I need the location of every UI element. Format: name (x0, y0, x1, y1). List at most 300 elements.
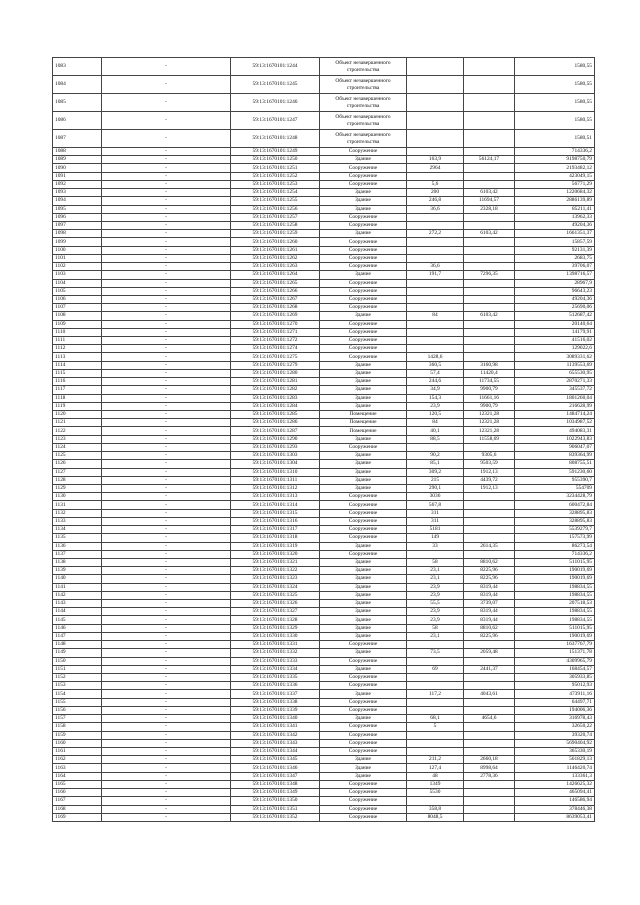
registry-number-cell: - (102, 295, 231, 303)
specific-value-cell: 11420,4 (464, 369, 515, 377)
cadastral-value-cell: 1637767,79 (515, 641, 595, 649)
object-type-cell: Здание (320, 197, 407, 205)
area-cell (407, 221, 464, 229)
registry-number-cell: - (102, 419, 231, 427)
cadastral-value-cell: 25690,06 (515, 304, 595, 312)
table-row (53, 756, 595, 764)
cadastral-number-cell: 59:13:1670101:1350 (231, 797, 320, 805)
registry-number-cell: - (102, 328, 231, 336)
row-number-cell: 1129 (53, 484, 102, 492)
cadastral-number-cell: 59:13:1670101:1290 (231, 435, 320, 443)
registry-number-cell: - (102, 756, 231, 764)
specific-value-cell (464, 739, 515, 747)
registry-number-cell: - (102, 361, 231, 369)
cadastral-value-cell: 2886139,89 (515, 197, 595, 205)
object-type-cell: Сооружение (320, 739, 407, 747)
row-number-cell: 1101 (53, 254, 102, 262)
registry-number-cell: - (102, 780, 231, 788)
row-number-cell: 1150 (53, 657, 102, 665)
object-type-cell: Здание (320, 189, 407, 197)
table-row (53, 94, 595, 112)
registry-number-cell: - (102, 715, 231, 723)
row-number-cell: 1166 (53, 789, 102, 797)
row-number-cell: 1159 (53, 731, 102, 739)
registry-number-cell: - (102, 460, 231, 468)
registry-number-cell: - (102, 353, 231, 361)
cadastral-value-cell: 85211,41 (515, 205, 595, 213)
object-type-cell: Сооружение (320, 180, 407, 188)
cadastral-number-cell: 59:13:1670101:1304 (231, 460, 320, 468)
cadastral-number-cell: 59:13:1670101:1247 (231, 112, 320, 130)
object-type-cell: Сооружение (320, 246, 407, 254)
object-type-cell: Сооружение (320, 238, 407, 246)
cadastral-number-cell: 59:13:1670101:1266 (231, 287, 320, 295)
cadastral-value-cell: 190019,69 (515, 567, 595, 575)
cadastral-number-cell: 59:13:1670101:1265 (231, 279, 320, 287)
area-cell: 246,8 (407, 197, 464, 205)
registry-number-cell: - (102, 509, 231, 517)
specific-value-cell (464, 747, 515, 755)
specific-value-cell (464, 337, 515, 345)
row-number-cell: 1158 (53, 723, 102, 731)
cadastral-number-cell: 59:13:1670101:1341 (231, 723, 320, 731)
table-row (53, 682, 595, 690)
row-number-cell: 1093 (53, 189, 102, 197)
specific-value-cell: 8319,44 (464, 591, 515, 599)
registry-number-cell: - (102, 427, 231, 435)
table-row (53, 715, 595, 723)
table-row (53, 534, 595, 542)
table-row (53, 435, 595, 443)
cadastral-value-cell: 808755,51 (515, 460, 595, 468)
specific-value-cell: 3160,98 (464, 361, 515, 369)
cadastral-value-cell: 5539279,7 (515, 526, 595, 534)
area-cell (407, 337, 464, 345)
registry-number-cell: - (102, 682, 231, 690)
area-cell (407, 172, 464, 180)
table-row (53, 205, 595, 213)
cadastral-value-cell: 20140,64 (515, 320, 595, 328)
cadastral-value-cell: 1661351,37 (515, 230, 595, 238)
cadastral-number-cell: 59:13:1670101:1352 (231, 813, 320, 821)
table-row (53, 279, 595, 287)
specific-value-cell (464, 657, 515, 665)
registry-number-cell: - (102, 674, 231, 682)
object-type-cell: Здание (320, 271, 407, 279)
registry-number-cell: - (102, 189, 231, 197)
cadastral-number-cell: 59:13:1670101:1343 (231, 739, 320, 747)
table-row (53, 526, 595, 534)
area-cell: 360,5 (407, 361, 464, 369)
cadastral-number-cell: 59:13:1670101:1264 (231, 271, 320, 279)
registry-number-cell: - (102, 805, 231, 813)
cadastral-number-cell: 59:13:1670101:1256 (231, 205, 320, 213)
cadastral-number-cell: 59:13:1670101:1330 (231, 632, 320, 640)
registry-number-cell: - (102, 747, 231, 755)
object-type-cell: Сооружение (320, 279, 407, 287)
area-cell: 200 (407, 189, 464, 197)
row-number-cell: 1134 (53, 526, 102, 534)
object-type-cell: Сооружение (320, 789, 407, 797)
cadastral-number-cell: 59:13:1670101:1245 (231, 76, 320, 94)
row-number-cell: 1132 (53, 509, 102, 517)
registry-number-cell: - (102, 279, 231, 287)
cadastral-value-cell: 714336,2 (515, 550, 595, 558)
cadastral-value-cell: 198834,55 (515, 616, 595, 624)
cadastral-value-cell: 365330,19 (515, 747, 595, 755)
cadastral-value-cell: 39706,07 (515, 263, 595, 271)
object-type-cell: Сооружение (320, 550, 407, 558)
row-number-cell: 1160 (53, 739, 102, 747)
object-type-cell: Здание (320, 468, 407, 476)
area-cell: 23,9 (407, 608, 464, 616)
cadastral-number-cell: 59:13:1670101:1275 (231, 353, 320, 361)
area-cell: 5530 (407, 789, 464, 797)
specific-value-cell (464, 213, 515, 221)
cadastral-value-cell: 1580,51 (515, 130, 595, 148)
table-row (53, 164, 595, 172)
area-cell (407, 739, 464, 747)
table-row (53, 813, 595, 821)
row-number-cell: 1091 (53, 172, 102, 180)
cadastral-value-cell: 49204,36 (515, 221, 595, 229)
row-number-cell: 1127 (53, 468, 102, 476)
table-row (53, 698, 595, 706)
cadastral-number-cell: 59:13:1670101:1317 (231, 526, 320, 534)
area-cell: 2964 (407, 164, 464, 172)
cadastral-value-cell: 655530,95 (515, 369, 595, 377)
cadastral-number-cell: 59:13:1670101:1328 (231, 616, 320, 624)
object-type-cell: Объект незавершенного строительства (320, 58, 407, 76)
table-row (53, 616, 595, 624)
cadastral-value-cell: 92131,39 (515, 246, 595, 254)
specific-value-cell: 9305,6 (464, 452, 515, 460)
cadastral-value-cell: 494083,31 (515, 427, 595, 435)
cadastral-number-cell: 59:13:1670101:1254 (231, 189, 320, 197)
table-row (53, 493, 595, 501)
registry-number-cell: - (102, 197, 231, 205)
row-number-cell: 1114 (53, 361, 102, 369)
registry-number-cell: - (102, 764, 231, 772)
object-type-cell: Здание (320, 378, 407, 386)
cadastral-number-cell: 59:13:1670101:1339 (231, 706, 320, 714)
row-number-cell: 1092 (53, 180, 102, 188)
cadastral-number-cell: 59:13:1670101:1244 (231, 58, 320, 76)
cadastral-value-cell: 95012,93 (515, 682, 595, 690)
cadastral-value-cell: 316978,43 (515, 715, 595, 723)
registry-number-cell: - (102, 517, 231, 525)
object-type-cell: Здание (320, 542, 407, 550)
table-row (53, 674, 595, 682)
row-number-cell: 1124 (53, 443, 102, 451)
row-number-cell: 1133 (53, 517, 102, 525)
registry-number-cell: - (102, 534, 231, 542)
specific-value-cell (464, 723, 515, 731)
object-type-cell: Сооружение (320, 254, 407, 262)
area-cell: 23,9 (407, 402, 464, 410)
table-row (53, 189, 595, 197)
table-row (53, 353, 595, 361)
specific-value-cell: 2778,36 (464, 772, 515, 780)
registry-number-cell: - (102, 205, 231, 213)
registry-number-cell: - (102, 608, 231, 616)
row-number-cell: 1156 (53, 706, 102, 714)
table-row (53, 542, 595, 550)
specific-value-cell (464, 517, 515, 525)
area-cell (407, 279, 464, 287)
specific-value-cell: 8225,96 (464, 567, 515, 575)
row-number-cell: 1097 (53, 221, 102, 229)
registry-number-cell: - (102, 468, 231, 476)
cadastral-value-cell: 1146420,74 (515, 764, 595, 772)
cadastral-number-cell: 59:13:1670101:1342 (231, 731, 320, 739)
specific-value-cell (464, 112, 515, 130)
area-cell: 244,6 (407, 378, 464, 386)
table-row (53, 476, 595, 484)
specific-value-cell (464, 345, 515, 353)
registry-number-cell: - (102, 238, 231, 246)
object-type-cell: Сооружение (320, 657, 407, 665)
cadastral-number-cell: 59:13:1670101:1340 (231, 715, 320, 723)
area-cell: 3036 (407, 493, 464, 501)
area-cell: 1349 (407, 780, 464, 788)
cadastral-value-cell: 157573,99 (515, 534, 595, 542)
area-cell: 23,1 (407, 632, 464, 640)
specific-value-cell: 11661,16 (464, 394, 515, 402)
area-cell: 163,9 (407, 156, 464, 164)
object-type-cell: Сооружение (320, 172, 407, 180)
table-row (53, 780, 595, 788)
registry-number-cell: - (102, 542, 231, 550)
cadastral-value-cell: 1139553,69 (515, 361, 595, 369)
registry-number-cell: - (102, 213, 231, 221)
row-number-cell: 1151 (53, 665, 102, 673)
area-cell: 69 (407, 665, 464, 673)
table-row (53, 460, 595, 468)
cadastral-value-cell: 86273,54 (515, 542, 595, 550)
row-number-cell: 1143 (53, 600, 102, 608)
table-row (53, 600, 595, 608)
object-type-cell: Сооружение (320, 221, 407, 229)
table-row (53, 550, 595, 558)
specific-value-cell (464, 58, 515, 76)
area-cell: 36,6 (407, 205, 464, 213)
table-row (53, 345, 595, 353)
cadastral-value-cell: 1580,55 (515, 112, 595, 130)
object-type-cell: Сооружение (320, 337, 407, 345)
cadastral-number-cell: 59:13:1670101:1329 (231, 624, 320, 632)
cadastral-number-cell: 59:13:1670101:1311 (231, 476, 320, 484)
object-type-cell: Сооружение (320, 641, 407, 649)
row-number-cell: 1117 (53, 386, 102, 394)
registry-number-cell: - (102, 164, 231, 172)
registry-number-cell: - (102, 813, 231, 821)
registry-number-cell: - (102, 411, 231, 419)
table-row (53, 295, 595, 303)
specific-value-cell: 3739,07 (464, 600, 515, 608)
object-type-cell: Сооружение (320, 320, 407, 328)
row-number-cell: 1100 (53, 246, 102, 254)
registry-number-cell: - (102, 386, 231, 394)
row-number-cell: 1113 (53, 353, 102, 361)
registry-number-cell: - (102, 567, 231, 575)
specific-value-cell: 6103,42 (464, 230, 515, 238)
area-cell (407, 731, 464, 739)
object-type-cell: Сооружение (320, 534, 407, 542)
object-type-cell: Здание (320, 230, 407, 238)
area-cell (407, 682, 464, 690)
registry-number-cell: - (102, 369, 231, 377)
registry-number-cell: - (102, 230, 231, 238)
area-cell (407, 345, 464, 353)
row-number-cell: 1107 (53, 304, 102, 312)
specific-value-cell: 11694,57 (464, 197, 515, 205)
specific-value-cell (464, 238, 515, 246)
registry-number-cell: - (102, 263, 231, 271)
object-type-cell: Сооружение (320, 304, 407, 312)
table-row (53, 468, 595, 476)
registry-number-cell: - (102, 156, 231, 164)
area-cell (407, 747, 464, 755)
specific-value-cell (464, 148, 515, 156)
table-row (53, 238, 595, 246)
row-number-cell: 1110 (53, 328, 102, 336)
area-cell (407, 674, 464, 682)
area-cell: 48 (407, 772, 464, 780)
object-type-cell: Здание (320, 583, 407, 591)
cadastral-value-cell: 345537,72 (515, 386, 595, 394)
object-type-cell: Сооружение (320, 813, 407, 821)
table-row (53, 731, 595, 739)
document-page (52, 57, 590, 822)
table-row (53, 386, 595, 394)
cadastral-number-cell: 59:13:1670101:1279 (231, 361, 320, 369)
object-type-cell: Объект незавершенного строительства (320, 112, 407, 130)
registry-number-cell: - (102, 690, 231, 698)
specific-value-cell: 8319,44 (464, 608, 515, 616)
specific-value-cell: 9503,59 (464, 460, 515, 468)
row-number-cell: 1136 (53, 542, 102, 550)
cadastral-value-cell: 378446,38 (515, 805, 595, 813)
cadastral-number-cell: 59:13:1670101:1282 (231, 386, 320, 394)
cadastral-value-cell: 511015,95 (515, 624, 595, 632)
table-row (53, 789, 595, 797)
specific-value-cell (464, 279, 515, 287)
object-type-cell: Сооружение (320, 353, 407, 361)
table-row (53, 706, 595, 714)
cadastral-value-cell: 1801260,04 (515, 394, 595, 402)
cadastral-value-cell: 15857,59 (515, 238, 595, 246)
cadastral-number-cell: 59:13:1670101:1316 (231, 517, 320, 525)
table-row (53, 739, 595, 747)
area-cell: 85,1 (407, 460, 464, 468)
cadastral-value-cell: 1580,55 (515, 94, 595, 112)
cadastral-value-cell: 146586,94 (515, 797, 595, 805)
object-type-cell: Объект незавершенного строительства (320, 130, 407, 148)
specific-value-cell (464, 780, 515, 788)
cadastral-number-cell: 59:13:1670101:1258 (231, 221, 320, 229)
row-number-cell: 1162 (53, 756, 102, 764)
table-row (53, 112, 595, 130)
cadastral-number-cell: 59:13:1670101:1338 (231, 698, 320, 706)
table-row (53, 517, 595, 525)
table-row (53, 641, 595, 649)
cadastral-number-cell: 59:13:1670101:1315 (231, 509, 320, 517)
object-type-cell: Здание (320, 772, 407, 780)
area-cell: 272,2 (407, 230, 464, 238)
cadastral-number-cell: 59:13:1670101:1274 (231, 345, 320, 353)
cadastral-number-cell: 59:13:1670101:1251 (231, 164, 320, 172)
cadastral-value-cell: 1034987,52 (515, 419, 595, 427)
area-cell (407, 148, 464, 156)
object-type-cell: Здание (320, 575, 407, 583)
area-cell: 215 (407, 476, 464, 484)
cadastral-number-cell: 59:13:1670101:1284 (231, 402, 320, 410)
object-type-cell: Здание (320, 624, 407, 632)
cadastral-value-cell: 168454,57 (515, 665, 595, 673)
cadastral-value-cell: 305933,85 (515, 674, 595, 682)
object-type-cell: Здание (320, 764, 407, 772)
object-type-cell: Сооружение (320, 328, 407, 336)
registry-number-cell: - (102, 94, 231, 112)
cadastral-number-cell: 59:13:1670101:1286 (231, 419, 320, 427)
row-number-cell: 1122 (53, 427, 102, 435)
area-cell (407, 246, 464, 254)
area-cell (407, 320, 464, 328)
cadastral-value-cell: 561829,13 (515, 756, 595, 764)
cadastral-value-cell: 955390,7 (515, 476, 595, 484)
area-cell (407, 443, 464, 451)
specific-value-cell: 1912,13 (464, 484, 515, 492)
registry-number-cell: - (102, 624, 231, 632)
cadastral-number-cell: 59:13:1670101:1259 (231, 230, 320, 238)
registry-number-cell: - (102, 723, 231, 731)
table-row (53, 148, 595, 156)
cadastral-value-cell: 1220684,32 (515, 189, 595, 197)
cadastral-number-cell: 59:13:1670101:1349 (231, 789, 320, 797)
registry-number-cell: - (102, 632, 231, 640)
cadastral-value-cell: 5690404,92 (515, 739, 595, 747)
table-row (53, 230, 595, 238)
object-type-cell: Здание (320, 386, 407, 394)
area-cell (407, 550, 464, 558)
registry-number-cell: - (102, 345, 231, 353)
table-row (53, 657, 595, 665)
row-number-cell: 1131 (53, 501, 102, 509)
object-type-cell: Здание (320, 616, 407, 624)
cadastral-number-cell: 59:13:1670101:1252 (231, 172, 320, 180)
row-number-cell: 1153 (53, 682, 102, 690)
row-number-cell: 1098 (53, 230, 102, 238)
area-cell: 567,8 (407, 501, 464, 509)
cadastral-number-cell: 59:13:1670101:1335 (231, 674, 320, 682)
cadastral-value-cell: 423049,15 (515, 172, 595, 180)
registry-number-cell: - (102, 435, 231, 443)
cadastral-number-cell: 59:13:1670101:1261 (231, 246, 320, 254)
area-cell: 1428,6 (407, 353, 464, 361)
specific-value-cell (464, 509, 515, 517)
cadastral-number-cell: 59:13:1670101:1323 (231, 575, 320, 583)
object-type-cell: Здание (320, 665, 407, 673)
specific-value-cell (464, 353, 515, 361)
specific-value-cell: 4043,61 (464, 690, 515, 698)
row-number-cell: 1121 (53, 419, 102, 427)
cadastral-number-cell: 59:13:1670101:1283 (231, 394, 320, 402)
area-cell: 58 (407, 624, 464, 632)
cadastral-number-cell: 59:13:1670101:1271 (231, 328, 320, 336)
cadastral-value-cell: 49204,36 (515, 295, 595, 303)
object-type-cell: Здание (320, 608, 407, 616)
